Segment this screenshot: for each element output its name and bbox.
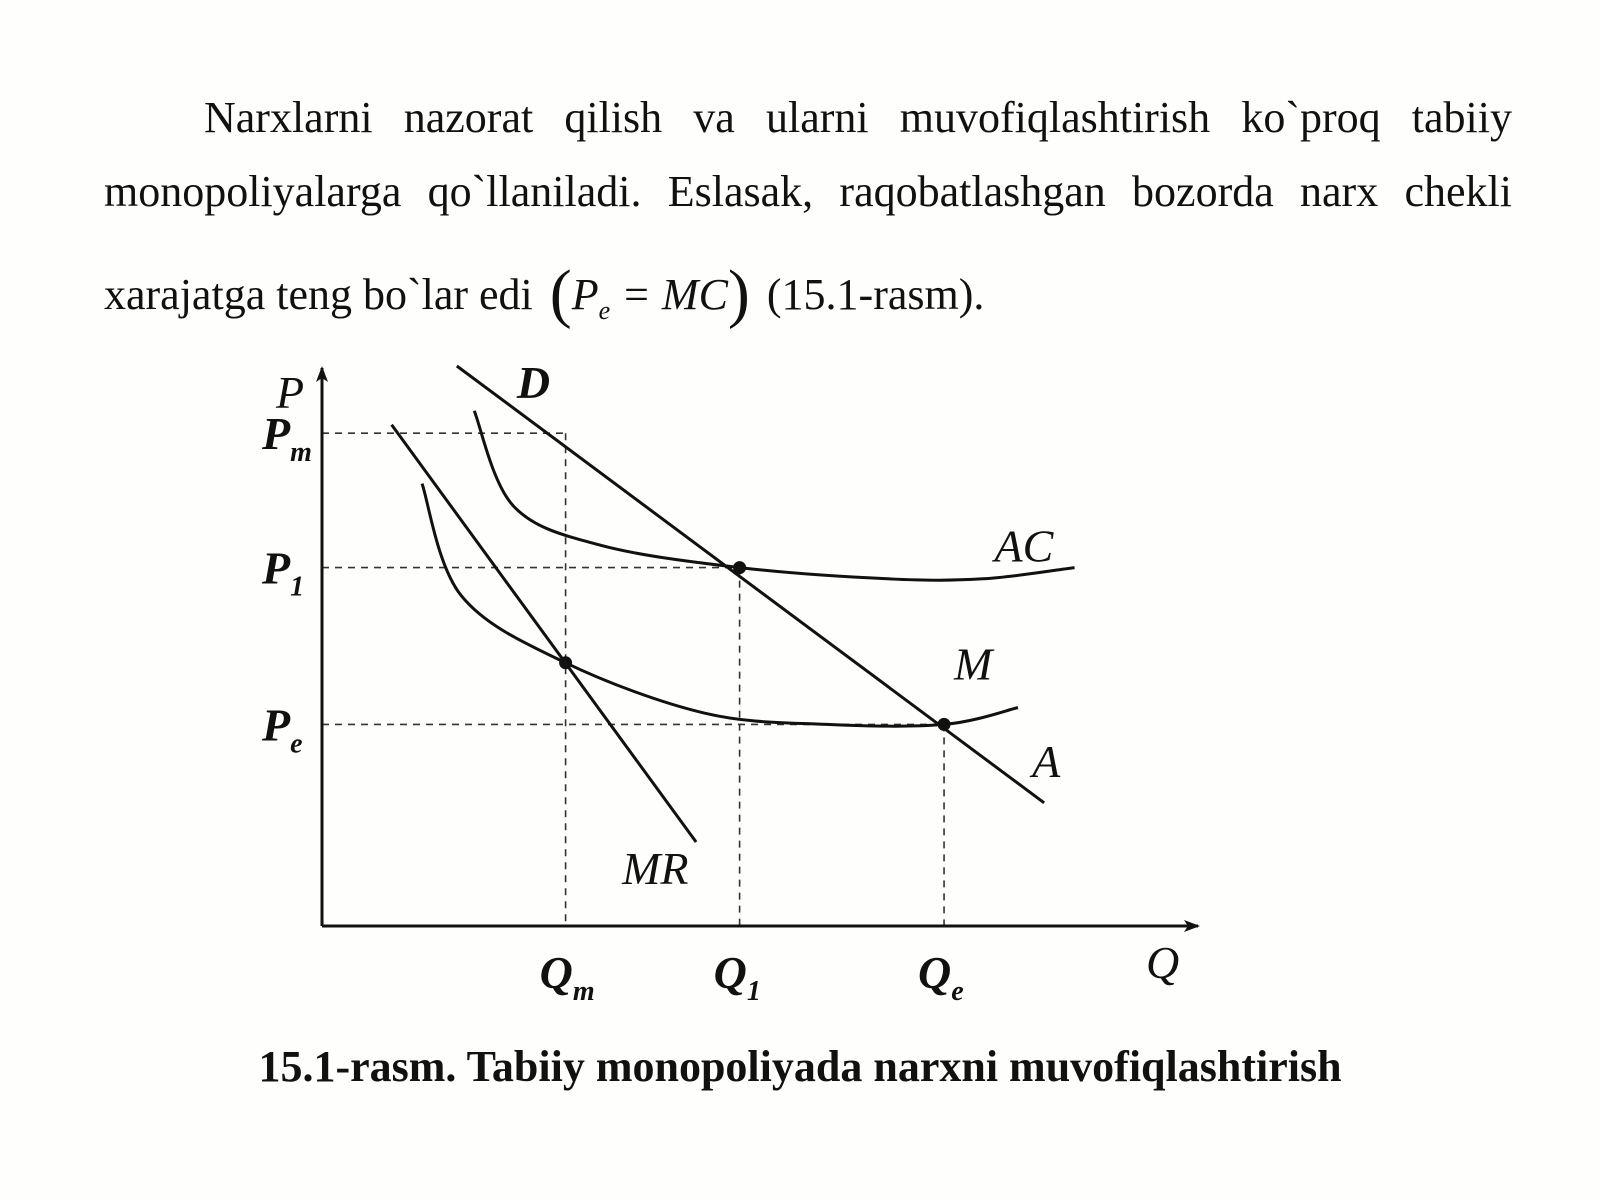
formula-p: P bbox=[571, 270, 599, 319]
x-tick-label: $Q_1$ bbox=[713, 947, 761, 1007]
chart-labels bbox=[261, 357, 1179, 1007]
y-tick-label: $P_e$ bbox=[262, 699, 303, 760]
x-tick-label: $Q_m$ bbox=[539, 947, 595, 1007]
curve-d bbox=[457, 366, 1044, 803]
curve-label-m: M bbox=[954, 638, 993, 690]
formula-open-paren: ( bbox=[549, 257, 572, 330]
axes bbox=[322, 368, 1198, 926]
intersection-point bbox=[938, 718, 951, 731]
formula-close-paren: ) bbox=[727, 257, 750, 330]
x-axis-label: Q bbox=[1146, 937, 1180, 988]
curves bbox=[392, 366, 1075, 842]
y-axis-label: P bbox=[276, 367, 305, 418]
curve-label-d: D bbox=[516, 357, 551, 408]
formula-sub: e bbox=[598, 296, 611, 325]
x-tick-label: $Q_e$ bbox=[918, 947, 964, 1007]
figure-caption: 15.1-rasm. Tabiiy monopoliyada narxni muvofiqlashtirish bbox=[258, 1042, 1342, 1091]
curve-label-ac: AC bbox=[994, 520, 1054, 572]
paragraph-line-2: monopoliyalarga qo`llaniladi. Eslasak, raqobatlashgan bozorda narx chekli bbox=[104, 167, 1512, 216]
line3-text-before: xarajatga teng bo`lar edi bbox=[104, 270, 533, 319]
curve-mr bbox=[392, 425, 696, 842]
formula-eq: = MC bbox=[610, 270, 728, 319]
intersection-point bbox=[733, 561, 746, 574]
curve-ac bbox=[474, 411, 1074, 580]
y-tick-label: $P_1$ bbox=[262, 542, 305, 603]
intersection-point bbox=[559, 656, 572, 669]
curve-label-mr: MR bbox=[622, 843, 689, 894]
curve-label-a: A bbox=[1032, 735, 1061, 787]
line1-text: Narxlarni nazorat qilish va ularni muvofiqlashtirish ko`proq tabiiy bbox=[204, 93, 1512, 142]
curve-m bbox=[422, 484, 1018, 727]
line3-text-after: (15.1-rasm). bbox=[766, 270, 985, 319]
y-tick-label: $P_m$ bbox=[262, 408, 312, 469]
